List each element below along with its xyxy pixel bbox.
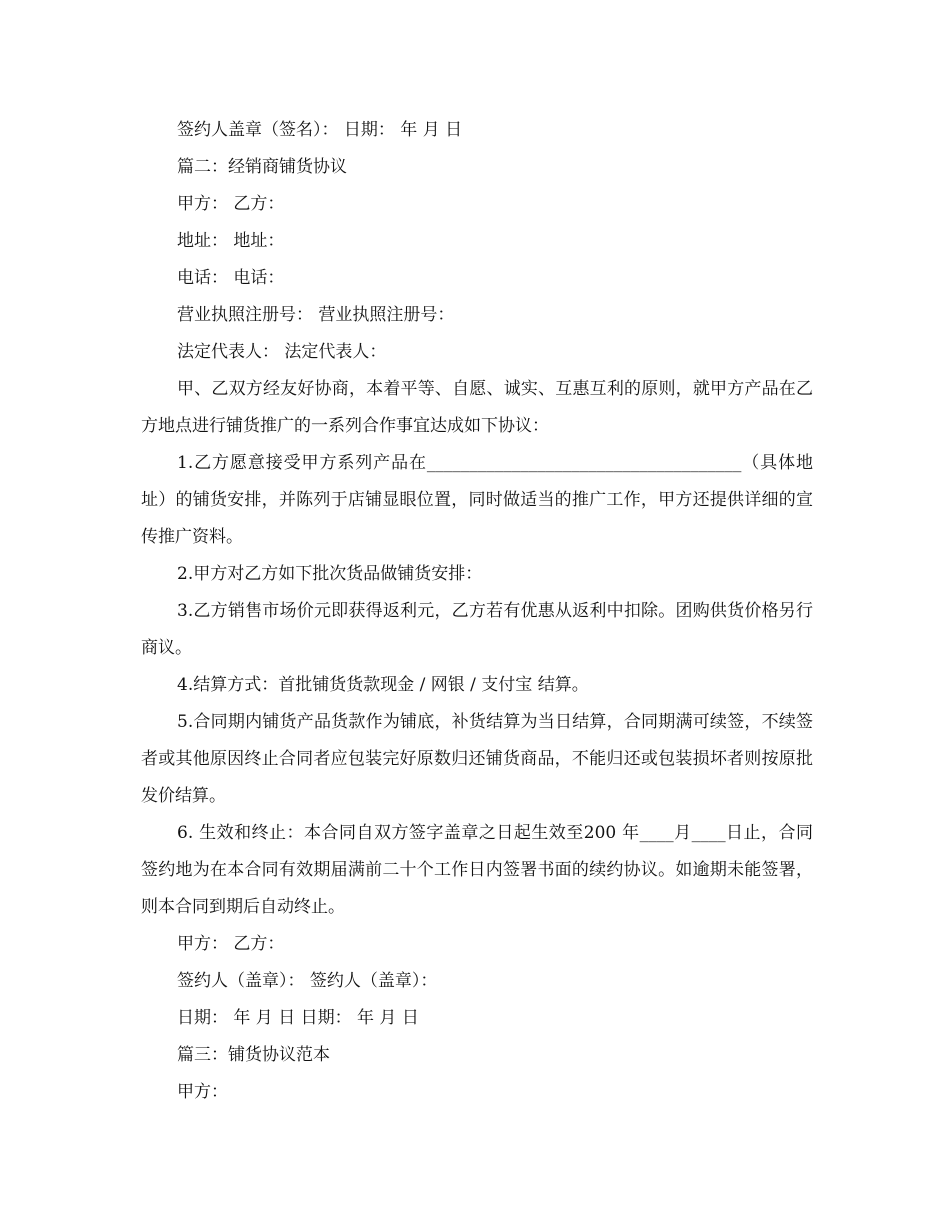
party-line: 甲方： 乙方： bbox=[177, 194, 285, 214]
party-signature-line: 甲方： 乙方： bbox=[177, 934, 285, 954]
signature-date-line: 签约人盖章（签名）： 日期： 年 月 日 bbox=[177, 120, 463, 140]
clause-4: 4.结算方式：首批铺货货款现金 / 网银 / 支付宝 结算。 bbox=[177, 675, 589, 695]
party-a-line: 甲方： bbox=[177, 1082, 228, 1102]
preamble-paragraph: 甲、乙双方经友好协商，本着平等、自愿、诚实、互惠互利的原则，就甲方产品在乙方地点进行铺货推广的一系列合作事宜达成如下协议： bbox=[141, 379, 813, 436]
clause-5: 5.合同期内铺货产品货款作为铺底，补货结算为当日结算，合同期满可续签，不续签者或其他原因终止合同者应包装完好原数归还铺货商品，不能归还或包装损坏者则按原批发价结算。 bbox=[141, 712, 813, 806]
address-line: 地址： 地址： bbox=[177, 231, 285, 251]
clause-3: 3.乙方销售市场价元即获得返利元，乙方若有优惠从返利中扣除。团购供货价格另行商议。 bbox=[141, 601, 813, 658]
phone-line: 电话： 电话： bbox=[177, 268, 285, 288]
document-page bbox=[141, 112, 813, 1111]
date-line: 日期： 年 月 日 日期： 年 月 日 bbox=[177, 1008, 419, 1028]
clause-6: 6. 生效和终止：本合同自双方签字盖章之日起生效至200 年____月____日止，合同签约地为在本合同有效期届满前二十个工作日内签署书面的续约协议。如逾期未能签署，则本合同到期后自动终止。 bbox=[141, 823, 813, 917]
section-title-3: 篇三：铺货协议范本 bbox=[177, 1045, 330, 1065]
clause-2: 2.甲方对乙方如下批次货品做铺货安排： bbox=[177, 564, 483, 584]
license-line: 营业执照注册号： 营业执照注册号： bbox=[177, 305, 455, 325]
signer-seal-line: 签约人（盖章）： 签约人（盖章）： bbox=[177, 971, 438, 991]
legal-rep-line: 法定代表人： 法定代表人： bbox=[177, 342, 387, 362]
clause-1: 1.乙方愿意接受甲方系列产品在_____________________________________（具体地址）的铺货安排，并陈列于店铺显眼位置，同时做适当的推广工作，甲方还提供详细的宣传推广资料。 bbox=[141, 453, 813, 547]
section-title-2: 篇二：经销商铺货协议 bbox=[177, 157, 347, 177]
